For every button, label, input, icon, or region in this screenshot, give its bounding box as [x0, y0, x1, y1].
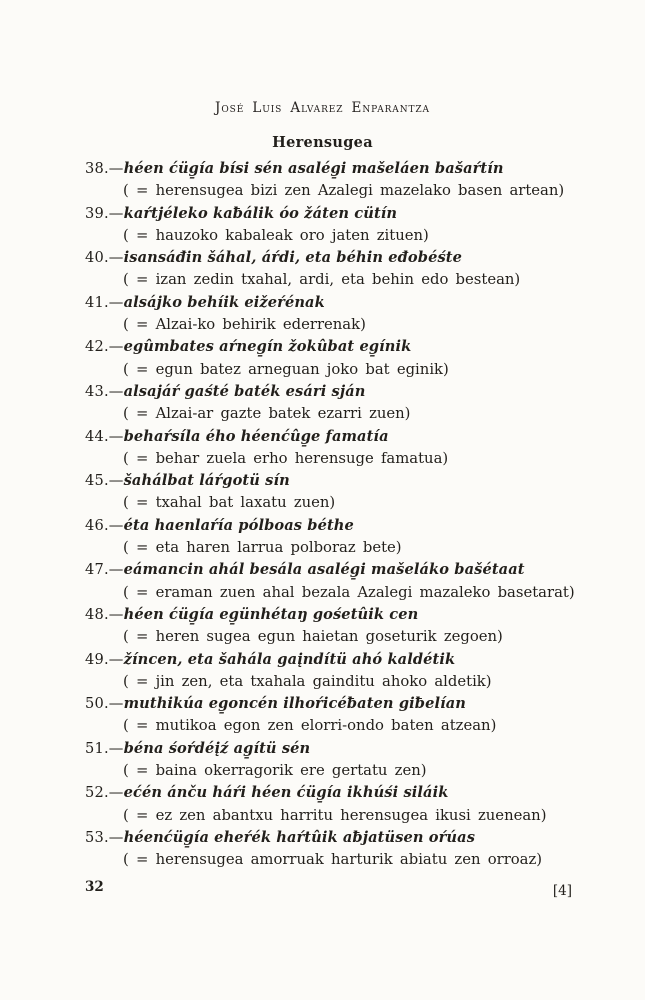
verse-translation: ( = jin zen, eta txahala gainditu ahoko aldetik) — [123, 672, 492, 690]
verse-number: 46.— — [85, 516, 124, 534]
verse-basque-text: eámancin ahál besála asalég̱i mašeláko bašétaat — [123, 561, 525, 579]
page-title: Herensugea — [272, 134, 373, 151]
verse-entry — [85, 336, 577, 381]
verse-basque-line — [85, 693, 577, 715]
verse-number: 47.— — [85, 561, 124, 579]
verse-basque-line — [85, 782, 577, 804]
verse-basque-text: éta haenlaŕía pólboas béthe — [123, 516, 354, 534]
verse-entry — [85, 470, 577, 515]
folio-number: [4] — [552, 883, 572, 899]
verse-basque-line — [85, 738, 577, 760]
verse-translation: ( = Alzai-ko behirik ederrenak) — [123, 316, 366, 334]
verse-basque-text: béna śoŕdéįź ag̱ítü sén — [123, 739, 311, 757]
verse-entry — [85, 782, 577, 827]
verse-basque-text: isansáđin šáhal, áŕdi, eta béhin eđobéśte — [123, 249, 462, 267]
verse-number: 42.— — [85, 338, 124, 356]
verse-basque-line — [85, 470, 577, 492]
verse-basque-text: žíncen, eta šahála gaįndítü ahó kaldétik — [123, 650, 456, 668]
verse-entry — [85, 559, 577, 604]
verse-basque-line — [85, 203, 577, 225]
verse-basque-text: héenćüg̱ía eheŕék haŕtûik aƀjatüsen oŕúas — [123, 828, 476, 846]
verse-basque-text: šahálbat láŕgotü sín — [123, 472, 290, 490]
verse-basque-text: alsájko behíik eižeŕénak — [123, 293, 325, 311]
verse-number: 45.— — [85, 472, 124, 490]
verse-basque-text: behaŕsíla ého héenćûg̱e famatía — [123, 427, 389, 445]
verse-entry — [85, 827, 577, 872]
verse-entry — [85, 203, 577, 248]
verse-number: 38.— — [85, 160, 124, 177]
verse-translation: ( = izan zedin txahal, ardi, eta behin edo bestean) — [123, 271, 521, 289]
verse-translation: ( = ez zen abantxu harritu herensugea ikusi zuenean) — [123, 806, 547, 824]
verse-entry — [85, 426, 577, 471]
verse-basque-text: héen ćüg̱ía bísi sén asalég̱i mašeláen bašaŕtín — [123, 160, 504, 177]
verse-list — [85, 158, 577, 872]
verse-basque-line — [85, 827, 577, 849]
verse-translation: ( = Alzai-ar gazte batek ezarri zuen) — [123, 405, 411, 423]
verse-number: 52.— — [85, 784, 124, 802]
verse-entry — [85, 649, 577, 694]
verse-translation: ( = heren sugea egun haietan goseturik zegoen) — [123, 628, 503, 646]
verse-number: 51.— — [85, 739, 124, 757]
verse-basque-line — [85, 604, 577, 626]
verse-translation: ( = herensugea bizi zen Azalegi mazelako basen artean) — [123, 182, 565, 200]
verse-translation: ( = herensugea amorruak harturik abiatu zen orroaz) — [123, 851, 543, 869]
verse-entry — [85, 247, 577, 292]
verse-entry — [85, 604, 577, 649]
verse-translation: ( = eta haren larrua polboraz bete) — [123, 539, 402, 557]
verse-translation: ( = egun batez arneguan joko bat eginik) — [123, 360, 449, 378]
verse-number: 49.— — [85, 650, 124, 668]
verse-basque-line — [85, 649, 577, 671]
verse-basque-line — [85, 515, 577, 537]
verse-basque-text: alsajáŕ gaśté baték esári sján — [123, 382, 366, 400]
verse-entry — [85, 738, 577, 783]
verse-translation: ( = behar zuela erho herensuge famatua) — [123, 449, 449, 467]
verse-translation: ( = eraman zuen ahal bezala Azalegi mazaleko basetarat) — [123, 583, 575, 601]
verse-basque-text: kaŕtjéleko kaƀálik óo žáten cütín — [123, 204, 398, 222]
verse-basque-text: ećén ánču háŕi héen ćüg̱ía ikhúśi siláik — [123, 784, 449, 802]
verse-basque-line — [85, 381, 577, 403]
verse-number: 50.— — [85, 695, 124, 713]
verse-entry — [85, 292, 577, 337]
verse-basque-line — [85, 247, 577, 269]
verse-basque-text: muthikúa eg̱oncén ilhoŕicéƀaten giƀelían — [123, 695, 467, 713]
verse-number: 48.— — [85, 605, 124, 623]
verse-number: 41.— — [85, 293, 124, 311]
verse-number: 39.— — [85, 204, 124, 222]
verse-translation: ( = mutikoa egon zen elorri-ondo baten atzean) — [123, 717, 497, 735]
page-number: 32 — [85, 879, 104, 895]
verse-basque-line — [85, 559, 577, 581]
verse-number: 43.— — [85, 382, 124, 400]
verse-basque-text: egûmbates aŕneg̱ín žokûbat eg̱ínik — [123, 338, 412, 356]
verse-translation: ( = baina okerragorik ere gertatu zen) — [123, 762, 427, 780]
verse-basque-line — [85, 336, 577, 358]
verse-number: 40.— — [85, 249, 124, 267]
verse-entry — [85, 515, 577, 560]
verse-basque-line — [85, 158, 577, 180]
verse-entry — [85, 381, 577, 426]
verse-translation: ( = hauzoko kabaleak oro jaten zituen) — [123, 226, 429, 244]
verse-number: 53.— — [85, 828, 124, 846]
verse-basque-text: héen ćüg̱ía eg̱ünhétaŋ gośetûik cen — [123, 605, 419, 623]
verse-basque-line — [85, 426, 577, 448]
verse-basque-line — [85, 292, 577, 314]
author-name: José Luis Alvarez Enparantza — [215, 100, 430, 116]
verse-translation: ( = txahal bat laxatu zuen) — [123, 494, 336, 512]
verse-number: 44.— — [85, 427, 124, 445]
verse-entry — [85, 158, 577, 203]
verse-entry — [85, 693, 577, 738]
